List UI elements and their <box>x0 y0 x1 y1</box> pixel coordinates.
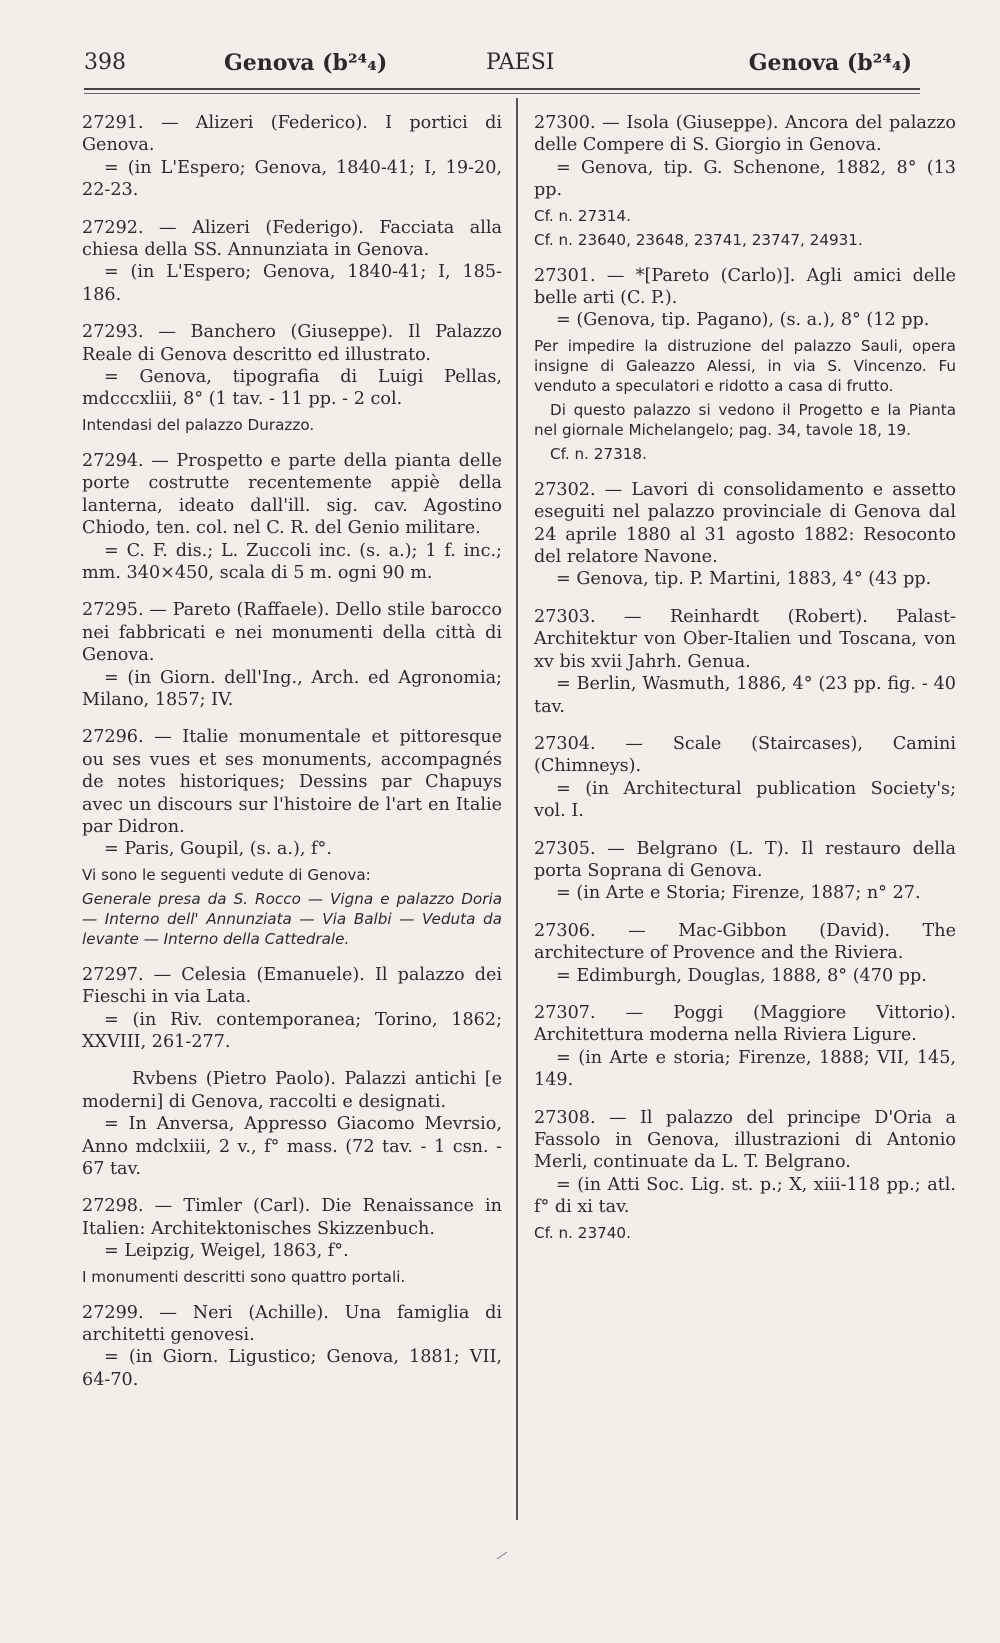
bib-entry-27299 <box>82 1302 502 1392</box>
entry-title: 27303. — Reinhardt (Robert). Palast-Architektur von Ober-Italien und Toscana, von xv bis xvii Jahrh. Genua. <box>534 606 956 672</box>
bib-entry-27291 <box>82 112 502 202</box>
entry-note-cross-ref: Cf. n. 23640, 23648, 23741, 23747, 24931. <box>534 230 863 249</box>
bib-entry-27305 <box>534 838 956 905</box>
header-rule <box>84 88 920 90</box>
entry-title: 27304. — Scale (Staircases), Camini (Chimneys). <box>534 733 956 777</box>
header-right-title: Genova (b²⁴₄) <box>748 50 912 76</box>
entry-title: 27295. — Pareto (Raffaele). Dello stile barocco nei fabbricati e nei monumenti della città di Genova. <box>82 600 502 666</box>
entry-imprint: = (in L'Espero; Genova, 1840-41; I, 19-20, 22-23. <box>82 157 502 201</box>
bib-entry-27306 <box>534 920 956 987</box>
header-center-title: PAESI <box>486 50 555 75</box>
entry-imprint: = (in L'Espero; Genova, 1840-41; I, 185-186. <box>82 262 502 305</box>
bib-entry-27300 <box>534 112 956 250</box>
bib-entry-27293 <box>82 321 502 435</box>
left-column <box>82 112 502 1406</box>
bib-entry-27303 <box>534 606 956 718</box>
entry-title: 27296. — Italie monumentale et pittoresque ou ses vues et ses monuments, accompagnés de notes historiques; Dessins par Chapuys avec un discours sur l'histoire de l'art en Italie par Didron. <box>82 727 502 837</box>
entry-title: 27291. — Alizeri (Federico). I portici di Genova. <box>82 113 502 156</box>
entry-imprint: = (Genova, tip. Pagano), (s. a.), 8° (12 pp. <box>556 310 930 331</box>
bib-entry-27294 <box>82 450 502 584</box>
entry-imprint: = Genova, tipografia di Luigi Pellas, mdcccxliii, 8° (1 tav. - 11 pp. - 2 col. <box>82 367 502 410</box>
entry-note-cross-ref: Cf. n. 27318. <box>550 444 647 463</box>
right-column <box>534 112 956 1258</box>
bib-entry-27301 <box>534 265 956 464</box>
entry-imprint: = (in Arte e storia; Firenze, 1888; VII, 145, 149. <box>534 1047 956 1091</box>
entry-note: Intendasi del palazzo Durazzo. <box>82 415 315 434</box>
entry-note: Vi sono le seguenti vedute di Genova: <box>82 865 371 884</box>
entry-imprint: = (in Riv. contemporanea; Torino, 1862; XXVIII, 261-277. <box>82 1009 502 1052</box>
entry-title: 27300. — Isola (Giuseppe). Ancora del palazzo delle Compere di S. Giorgio in Genova. <box>534 113 956 156</box>
entry-title: 27307. — Poggi (Maggiore Vittorio). Architettura moderna nella Riviera Ligure. <box>534 1002 956 1046</box>
entry-imprint: = (in Giorn. Ligustico; Genova, 1881; VII, 64-70. <box>82 1347 502 1390</box>
entry-imprint: = Leipzig, Weigel, 1863, f°. <box>104 1241 349 1262</box>
entry-note-second: Di questo palazzo si vedono il Progetto e la Pianta nel giornale Michelangelo; pag. 34, tavole 18, 19. <box>534 400 956 439</box>
bib-entry-27298 <box>82 1195 502 1286</box>
entry-title: 27301. — *[Pareto (Carlo)]. Agli amici delle belle arti (C. P.). <box>534 265 956 309</box>
entry-title: 27308. — Il palazzo del principe D'Oria a Fassolo in Genova, illustrazioni di Antonio Merli, continuate da L. T. Belgrano. <box>534 1107 956 1173</box>
bib-entry-27304 <box>534 733 956 823</box>
entry-title: 27294. — Prospetto e parte della pianta delle porte costrutte recentemente appiè della lanterna, ideato dall'ill. sig. cav. Agostino Chiodo, ten. col. nel C. R. del Genio militare. <box>82 450 502 539</box>
entry-title: 27305. — Belgrano (L. T). Il restauro della porta Soprana di Genova. <box>534 838 956 881</box>
bib-entry-27297 <box>82 964 502 1054</box>
bib-entry-27307 <box>534 1002 956 1092</box>
page-number: 398 <box>84 50 126 75</box>
header-left-title: Genova (b²⁴₄) <box>224 50 388 76</box>
entry-imprint: = Paris, Goupil, (s. a.), f°. <box>104 839 332 860</box>
entry-title: 27293. — Banchero (Giuseppe). Il Palazzo Reale di Genova descritto ed illustrato. <box>82 322 502 365</box>
entry-imprint: = Genova, tip. P. Martini, 1883, 4° (43 pp. <box>556 569 932 590</box>
entry-imprint: = Edimburgh, Douglas, 1888, 8° (470 pp. <box>556 965 927 986</box>
entry-title: 27299. — Neri (Achille). Una famiglia di architetti genovesi. <box>82 1302 502 1346</box>
entry-imprint: = (in Atti Soc. Lig. st. p.; X, xiii-118 pp.; atl. f° di xi tav. <box>534 1174 956 1218</box>
entry-note-cross-ref: Cf. n. 23740. <box>534 1223 631 1242</box>
entry-title: 27298. — Timler (Carl). Die Renaissance in Italien: Architektonisches Skizzenbuch. <box>82 1196 502 1239</box>
entry-note: Per impedire la distruzione del palazzo Sauli, opera insigne di Galeazzo Alessi, in via S. Vincenzo. Fu venduto a speculatori e ridotto a casa di frutto. <box>534 336 956 395</box>
entry-title: 27306. — Mac-Gibbon (David). The architecture of Provence and the Riviera. <box>534 920 956 964</box>
bib-entry-rubens <box>82 1068 502 1180</box>
entry-imprint: = Berlin, Wasmuth, 1886, 4° (23 pp. fig. - 40 tav. <box>534 674 956 717</box>
bib-entry-27302 <box>534 479 956 591</box>
bib-entry-27308 <box>534 1107 956 1243</box>
entry-title: 27297. — Celesia (Emanuele). Il palazzo dei Fieschi in via Lata. <box>82 964 502 1008</box>
entry-title: 27302. — Lavori di consolidamento e assetto eseguiti nel palazzo provinciale di Genova dal 24 aprile 1880 al 31 agosto 1882: Resoconto del relatore Navone. <box>534 479 956 568</box>
entry-imprint: = Genova, tip. G. Schenone, 1882, 8° (13 pp. <box>534 157 956 201</box>
page-end-mark <box>497 1552 507 1560</box>
entry-title: 27292. — Alizeri (Federigo). Facciata alla chiesa della SS. Annunziata in Genova. <box>82 217 502 261</box>
entry-title: Rvbens (Pietro Paolo). Palazzi antichi [e moderni] di Genova, raccolti e designati. <box>82 1069 502 1112</box>
entry-note: I monumenti descritti sono quattro portali. <box>82 1267 406 1286</box>
bib-entry-27295 <box>82 599 502 711</box>
column-divider <box>516 98 518 1520</box>
entry-note-list: Generale presa da S. Rocco — Vigna e palazzo Doria — Interno dell' Annunziata — Via Balbi — Veduta da levante — Interno della Cattedrale. <box>82 889 502 948</box>
entry-imprint: = In Anversa, Appresso Giacomo Mevrsio, Anno mdclxiii, 2 v., f° mass. (72 tav. - 1 csn. - 67 tav. <box>82 1114 502 1180</box>
header-rule-thin <box>84 93 920 94</box>
running-header <box>84 44 920 84</box>
entry-imprint: = (in Arte e Storia; Firenze, 1887; n° 27. <box>556 883 921 904</box>
entry-note: Cf. n. 27314. <box>534 206 631 225</box>
entry-imprint: = (in Architectural publication Society's; vol. I. <box>534 778 956 822</box>
entry-imprint: = C. F. dis.; L. Zuccoli inc. (s. a.); 1 f. inc.; mm. 340×450, scala di 5 m. ogni 90 m. <box>82 540 502 583</box>
entry-imprint: = (in Giorn. dell'Ing., Arch. ed Agronomia; Milano, 1857; IV. <box>82 667 502 710</box>
bib-entry-27292 <box>82 217 502 307</box>
bib-entry-27296 <box>82 726 502 948</box>
